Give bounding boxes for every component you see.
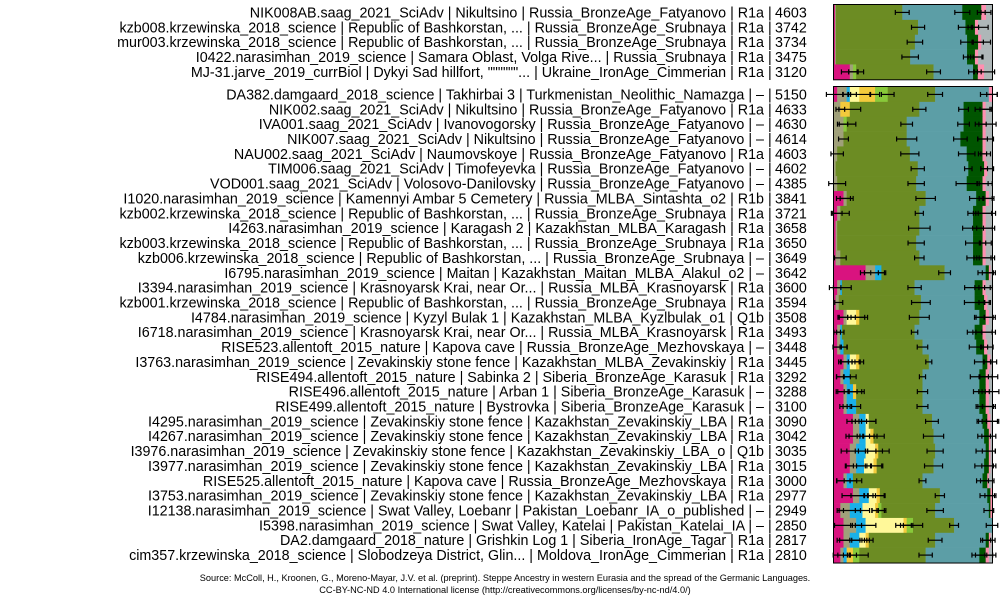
label-separator: | [768,295,772,312]
sample-date: 3090 [775,414,807,431]
label-separator: | [768,533,772,550]
admixture-segment [922,399,979,414]
admixture-segment [840,206,919,221]
sample-label: I3976.narasimhan_2019_science | Zevakinskiy stone fence | Kazakhstan_Zevakinskiy_LBA_o | Q1b [130,444,764,461]
admixture-segment [847,191,926,206]
sample-label: TIM006.saag_2021_SciAdv | Timofeyevka | Russia_BronzeAge_Fatyanovo | – [268,161,764,178]
admixture-segment [919,250,973,265]
sample-label: I4267.narasimhan_2019_science | Zevakinskiy stone fence | Kazakhstan_Zevakinskiy_LBA | R1a [148,429,764,446]
admixture-segment [907,117,964,132]
sample-date: 3742 [775,20,807,37]
sample-date: 4614 [775,132,807,149]
label-separator: | [768,354,772,371]
admixture-segment [915,325,975,340]
admixture-segment [837,236,916,251]
sample-label: I3763.narasimhan_2019_science | Zevakinskiy stone fence | Kazakhstan_MLBA_Zevakinskiy | R1a [135,354,764,371]
sample-label: I3394.narasimhan_2019_science | Krasnoyarsk Krai, near Or... | Russia_MLBA_Krasnoyarsk | R1a [137,280,764,297]
sample-date: 3508 [775,310,807,327]
sample-date: 2810 [775,548,807,565]
sample-label: RISE499.allentoft_2015_nature | Bystrovka | Siberia_BronzeAge_Karasuk | – [275,399,764,416]
admixture-segment [836,5,903,20]
admixture-segment [922,384,979,399]
sample-label: mur003.krzewinska_2018_science | Republic of Bashkorstan, ... | Russia_BronzeAge_Srubnaya | R1a [117,35,764,52]
sample-label: kzb003.krzewinska_2018_science | Republic of Bashkorstan, ... | Russia_BronzeAge_Srubnaya | R1a [119,236,764,253]
sample-date: 3035 [775,444,807,461]
sample-date: 3734 [775,35,807,52]
label-separator: | [768,146,772,163]
sample-labels [117,5,807,564]
label-separator: | [768,444,772,461]
sample-date: 4385 [775,176,807,193]
admixture-segment [902,5,962,20]
label-separator: | [768,399,772,416]
sample-date: 2977 [775,488,807,505]
label-separator: | [768,206,772,223]
admixture-segment [840,250,919,265]
label-separator: | [768,414,772,431]
sample-label: kzb008.krzewinska_2018_science | Republic of Bashkorstan, ... | Russia_BronzeAge_Srubnaya | R1a [119,20,764,37]
label-separator: | [768,64,772,81]
admixture-segment [853,473,923,488]
sample-label: cim357.krzewinska_2018_science | Slobodzeya District, Glin... | Moldova_IronAge_Cimmerian | R1a [129,548,764,565]
sample-date: 3445 [775,354,807,371]
sample-date: 3649 [775,250,807,267]
admixture-segment [836,161,918,176]
sample-date: 2850 [775,518,807,535]
label-separator: | [768,50,772,67]
label-separator: | [768,102,772,119]
label-separator: | [768,35,772,52]
admixture-segment [881,265,945,280]
sample-date: 3015 [775,458,807,475]
sample-date: 3448 [775,340,807,357]
sample-date: 3594 [775,295,807,312]
sample-date: 4630 [775,117,807,134]
sample-label: MJ-31.jarve_2019_currBiol | Dykyi Sad hillfort, """"""... | Ukraine_IronAge_Cimmerian | R1a [190,64,764,81]
admixture-bars [826,5,998,563]
sample-date: 3600 [775,280,807,297]
sample-label: kzb006.krzewinska_2018_science | Republic of Bashkorstan, ... | Russia_BronzeAge_Srubnaya | – [137,250,764,267]
admixture-segment [922,340,976,355]
admixture-segment [836,20,918,35]
sample-date: 3475 [775,50,807,67]
label-separator: | [768,429,772,446]
label-separator: | [768,518,772,535]
label-separator: | [768,132,772,149]
admixture-segment [932,414,983,429]
sample-label: I6795.narasimhan_2019_science | Maitan | Kazakhstan_Maitan_MLBA_Alakul_o2 | – [224,265,764,282]
admixture-segment [837,146,910,161]
sample-label: I3753.narasimhan_2019_science | Zevakinskiy stone fence | Kazakhstan_Zevakinskiy_LBA | R1a [148,488,764,505]
admixture-segment [850,369,923,384]
label-separator: | [768,191,772,208]
sample-label: NIK002.saag_2021_SciAdv | Nikultsino | Russia_BronzeAge_Fatyanovo | R1a [268,102,764,119]
admixture-segment [856,64,934,79]
sample-label: IVA001.saag_2021_SciAdv | Ivanovogorsky | Russia_BronzeAge_Fatyanovo | – [258,117,764,134]
admixture-segment [880,488,940,503]
admixture-segment [869,533,936,548]
label-separator: | [768,265,772,282]
admixture-segment [935,533,986,548]
label-separator: | [768,458,772,475]
sample-label: RISE496.allentoft_2015_nature | Arban 1 | Siberia_BronzeAge_Karasuk | – [288,384,764,401]
sample-date: 2949 [775,503,807,520]
admixture-segment [859,548,926,563]
label-separator: | [768,340,772,357]
admixture-segment [859,354,929,369]
admixture-segment [839,295,921,310]
sample-date: 2817 [775,533,807,550]
sample-date: 3493 [775,325,807,342]
admixture-segment [856,384,923,399]
admixture-segment [843,340,922,355]
sample-label: NIK007.saag_2021_SciAdv | Nikultsino | Russia_BronzeAge_Fatyanovo | – [287,132,764,149]
label-separator: | [768,488,772,505]
license-note: CC-BY-NC-ND 4.0 International license (http://creativecommons.org/licenses/by-nc-nd/4.0/) [319,585,691,595]
sample-date: 3292 [775,369,807,386]
admixture-segment [869,414,933,429]
sample-label: I4784.narasimhan_2019_science | Kyzyl Bulak 1 | Kazakhstan_MLBA_Kyzlbulak_o1 | Q1b [190,310,764,327]
label-separator: | [768,310,772,327]
label-separator: | [768,20,772,37]
label-separator: | [768,280,772,297]
label-separator: | [768,176,772,193]
sample-date: 3642 [775,265,807,282]
sample-label: DA382.damgaard_2018_science | Takhirbai 3 | Turkmenistan_Neolithic_Namazga | – [226,87,764,104]
sample-date: 5150 [775,87,807,104]
sample-date: 3042 [775,429,807,446]
label-separator: | [768,5,772,22]
label-separator: | [768,473,772,490]
label-separator: | [768,250,772,267]
admixture-segment [836,35,915,50]
sample-label: I3977.narasimhan_2019_science | Zevakinskiy stone fence | Kazakhstan_Zevakinskiy_LBA | R1a [148,458,764,475]
label-separator: | [768,384,772,401]
label-separator: | [768,369,772,386]
admixture-segment [842,325,915,340]
admixture-segment [918,161,969,176]
sample-date: 4602 [775,161,807,178]
sample-label: VOD001.saag_2021_SciAdv | Volosovo-Danilovsky | Russia_BronzeAge_Fatyanovo | – [210,176,764,193]
sample-label: I1020.narasimhan_2019_science | Kamennyi Ambar 5 Cemetery | Russia_MLBA_Sintashta_o2 | R1b [123,191,764,208]
sample-date: 3841 [775,191,807,208]
label-separator: | [768,325,772,342]
admixture-segment [836,50,911,65]
sample-date: 3100 [775,399,807,416]
sample-date: 3721 [775,206,807,223]
sample-label: I6718.narasimhan_2019_science | Krasnoyarsk Krai, near Or... | Russia_MLBA_Krasnoyarsk | R1a [137,325,764,342]
admixture-segment [837,221,919,236]
admixture-segment [922,473,982,488]
label-separator: | [768,221,772,238]
sample-label: NIK008AB.saag_2021_SciAdv | Nikultsino | Russia_BronzeAge_Fatyanovo | R1a [249,5,764,22]
admixture-segment [837,176,916,191]
sample-label: RISE525.allentoft_2015_nature | Kapova cave | Russia_BronzeAge_Mezhovskaya | R1a [202,473,764,490]
sample-date: 3120 [775,64,807,81]
sample-label: I12138.narasimhan_2019_science | Swat Valley, Loebanr | Pakistan_Loebanr_IA_o_published | – [147,503,764,520]
label-separator: | [768,117,772,134]
sample-label: RISE494.allentoft_2015_nature | Sabinka 2 | Siberia_BronzeAge_Karasuk | R1a [256,369,764,386]
sample-label: kzb002.krzewinska_2018_science | Republic of Bashkorstan, ... | Russia_BronzeAge_Srubnaya | R1a [119,206,764,223]
sample-label: RISE523.allentoft_2015_nature | Kapova cave | Russia_BronzeAge_Mezhovskaya | – [221,340,764,357]
sample-date: 3288 [775,384,807,401]
label-separator: | [768,161,772,178]
sample-date: 4603 [775,146,807,163]
sample-date: 3650 [775,236,807,253]
sample-date: 4603 [775,5,807,22]
sample-date: 4633 [775,102,807,119]
sample-label: I0422.narasimhan_2019_science | Samara Oblast, Volga Rive... | Russia_Srubnaya | R1a [195,50,764,67]
sample-label: NAU002.saag_2021_SciAdv | Naumovskoye | Russia_BronzeAge_Fatyanovo | R1a [233,146,764,163]
sample-label: I5398.narasimhan_2019_science | Swat Valley, Katelai | Pakistan_Katelai_IA | – [259,518,764,535]
admixture-segment [856,399,923,414]
label-separator: | [768,503,772,520]
label-separator: | [768,236,772,253]
sample-date: 3658 [775,221,807,238]
admixture-segment [842,280,915,295]
label-separator: | [768,548,772,565]
sample-label: I4263.narasimhan_2019_science | Karagash 2 | Kazakhstan_MLBA_Karagash | R1a [228,221,764,238]
sample-label: kzb001.krzewinska_2018_science | Republic of Bashkorstan, ... | Russia_BronzeAge_Srubnaya | R1a [119,295,764,312]
sample-label: I4295.narasimhan_2019_science | Zevakinskiy stone fence | Kazakhstan_Zevakinskiy_LBA | R1a [148,414,764,431]
admixture-segment [919,206,973,221]
sample-date: 3000 [775,473,807,490]
sample-label: DA2.damgaard_2018_nature | Grishkin Log 1 | Siberia_IronAge_Tagar | R1a [279,533,764,550]
source-note: Source: McColl, H., Kroonen, G., Moreno-Mayar, J.V. et al. (preprint). Steppe Ancestry in western Eurasia and the spread of the Germanic Languages. [199,573,811,583]
label-separator: | [768,87,772,104]
